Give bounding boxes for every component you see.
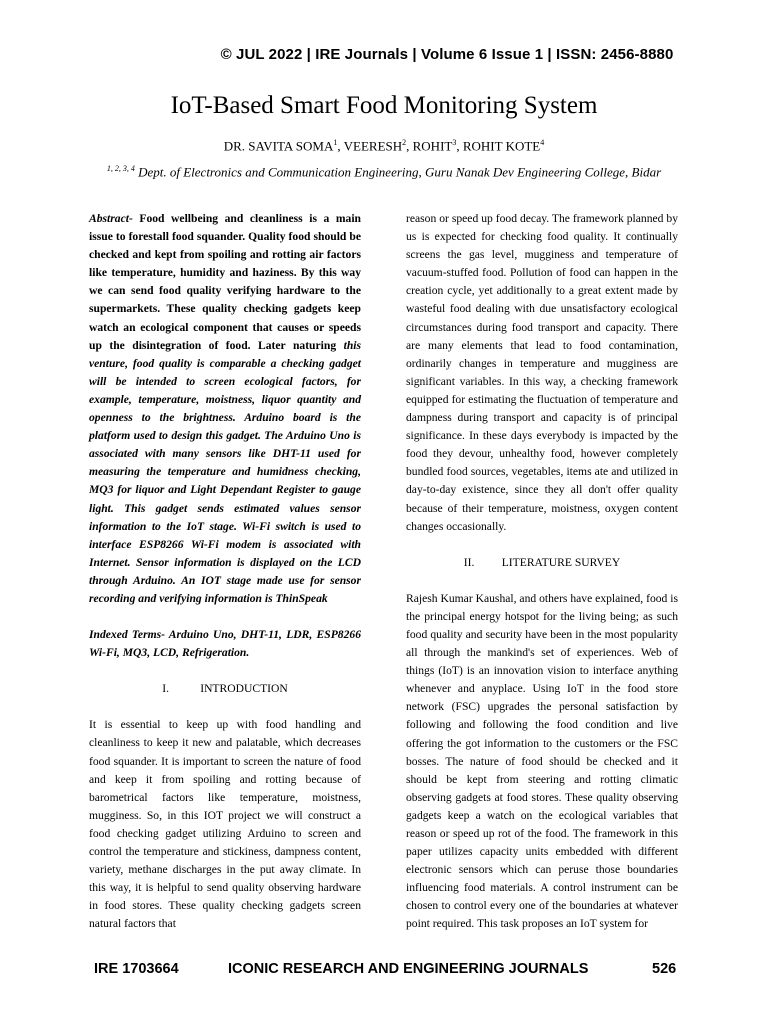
right-column [406, 210, 678, 934]
footer-page-number: 526 [652, 961, 677, 977]
left-column [89, 210, 361, 933]
journal-header [0, 46, 768, 63]
author-name: ROHIT KOTE [462, 138, 541, 154]
footer-journal-name: ICONIC RESEARCH AND ENGINEERING JOURNALS [228, 961, 589, 977]
affiliation-sup: 1, 2, 3, 4 [106, 164, 135, 173]
affiliation-text: Dept. of Electronics and Communication Engineering, Guru Nanak Dev Engineering College, Bidar [138, 164, 662, 180]
introduction-continued: reason or speed up food decay. The framework planned by us is expected for checking food quality. It continually screens the gas level, mugginess and temperature of vacuum-stuffed food. Pollution of food can happen in the creation cycle, yet additionally to a great extent made by wasteful food dealing with due unsatisfactory ecological circumstances during food transport and capacity. There are many elements that lead to food contamination, ordinarily changes in temperature and mugginess are significant variables. In this way, a checking framework equipped for estimating the fluctuation of temperature and dampness during transport and capacity is of principal significance. In these days everybody is impacted by the food they devour, unhealthy food, however completely bundled food sources, vegetables, items ate and utilized in day-to-day existence, since they all don't offer quality because of their temperature, moistness, oxygen content changes occasionally. [406, 212, 678, 533]
abstract-bold-text: Food wellbeing and cleanliness is a main issue to forestall food squander. Quality food should be checked and kept from spoiling and rotting air factors like temperature, humidity and haziness. By this way we can send food quality verifying hardware to the supermarkets. These quality checking gadgets keep watch an ecological component that causes or speeds up the disintegration of food. Later naturing [89, 212, 361, 352]
footer-paper-id: IRE 1703664 [94, 961, 179, 977]
indexed-terms: Indexed Terms- Arduino Uno, DHT-11, LDR, ESP8266 Wi-Fi, MQ3, LCD, Refrigeration. [89, 628, 361, 660]
introduction-body: It is essential to keep up with food handling and cleanliness to keep it new and palatable, which decreases food squander. It is important to screen the nature of food and keep it from spoiling and rotting because of barometrical factors like temperature, moistness, mugginess. So, in this IOT project we will construct a food checking gadget utilizing Arduino to screen and control the temperature and stickiness, dampness content, variety, methane discharges in the put away climate. In this way, it is helpful to send quality observing hardware in food stores. These quality checking gadgets screen natural factors that [89, 718, 361, 931]
author-name: VEERESH [343, 138, 403, 154]
literature-survey-body: Rajesh Kumar Kaushal, and others have explained, food is the principal energy hotspot for the living being; as such food quality and security have been in the most popularity all through the mankind's set of experiences. Web of things (IoT) is an innovation vision to interface anything whenever and anyplace. Using IoT in the food store network (FSC) upgrades the personal satisfaction by following and following the food condition and live offering the got information to the customers or the FSC bosses. The nature of food should be checked and it should be kept from steering and rotting climatic observing gadgets at food stores. These quality observing gadgets keep a watch on the ecological variables that reason or speed up rot of the food. The framework in this paper utilizes capacity units embedded with different electronic sensors which can peruse those boundaries influencing food materials. A control instrument can be chosen to control every one of the boundaries at whatever point required. This task proposes an IoT system for [406, 591, 678, 931]
author-sup: 3 [452, 138, 457, 147]
author-sup: 1 [333, 138, 338, 147]
section-number: I. [162, 682, 169, 696]
page-footer [0, 961, 768, 981]
section-title: LITERATURE SURVEY [501, 555, 621, 569]
section-number: II. [463, 555, 475, 569]
journal-header-text: © JUL 2022 | IRE Journals | Volume 6 Issue 1 | ISSN: 2456-8880 [220, 46, 674, 63]
author-sup: 4 [540, 138, 545, 147]
author-list: DR. SAVITA SOMA$^1$, VEERESH$^2$, ROHIT$^3$, ROHIT KOTE$^4$ [223, 138, 545, 154]
author-name: DR. SAVITA SOMA [223, 138, 334, 154]
abstract-label: Abstract- [89, 212, 133, 225]
abstract-italic-text: this venture, food quality is comparable a checking gadget will be intended to screen ecological factors, for example, temperature, moistness, liquor quantity and openness to the brightness. Arduino board is the platform used to design this gadget. The Arduino Uno is associated with many sensors like DHT-11 used for measuring the temperature and humidness checking, MQ3 for liquor and Light Dependant Register to gauge light. This gadget sends estimated values sensor information to the IoT stage. Wi-Fi switch is used to interface ESP8266 Wi-Fi modem is associated with Internet. Sensor information is displayed on the LCD through Arduino. An IOT stage made use for sensor recording and verifying information is ThinSpeak [89, 338, 361, 605]
paper-title: IoT-Based Smart Food Monitoring System [170, 92, 598, 119]
affiliation [90, 159, 678, 182]
author-name: ROHIT [412, 138, 453, 154]
abstract [89, 210, 361, 608]
section-heading-literature-survey [406, 554, 678, 572]
section-title: INTRODUCTION [200, 682, 288, 696]
author-sup: 2 [402, 138, 407, 147]
section-heading-introduction [89, 680, 361, 698]
